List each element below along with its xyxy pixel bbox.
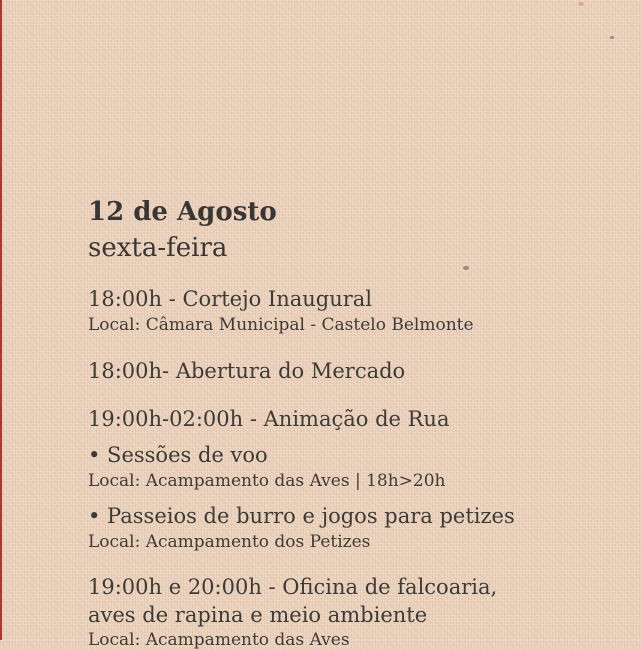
event-subitem-title: • Passeios de burro e jogos para petizes — [88, 504, 515, 528]
event-title: 18:00h - Cortejo Inaugural — [88, 287, 373, 311]
event-title: 18:00h- Abertura do Mercado — [88, 359, 406, 383]
event-title-continued: aves de rapina e meio ambiente — [88, 603, 428, 627]
event-subitem-location: Local: Acampamento das Aves | 18h>20h — [88, 471, 446, 491]
event-location: Local: Câmara Municipal - Castelo Belmonte — [88, 315, 474, 335]
event-location: Local: Acampamento das Aves — [88, 630, 350, 650]
schedule-date: 12 de Agosto — [88, 197, 277, 227]
paper-speck — [463, 266, 469, 270]
event-subitem-title: • Sessões de voo — [88, 443, 268, 467]
event-title: 19:00h e 20:00h - Oficina de falcoaria, — [88, 575, 498, 599]
page-edge — [0, 0, 2, 640]
event-title: 19:00h-02:00h - Animação de Rua — [88, 407, 450, 431]
paper-speck — [578, 2, 584, 6]
event-subitem-location: Local: Acampamento dos Petizes — [88, 532, 371, 552]
paper-speck — [610, 36, 614, 39]
schedule-weekday: sexta-feira — [88, 233, 228, 263]
